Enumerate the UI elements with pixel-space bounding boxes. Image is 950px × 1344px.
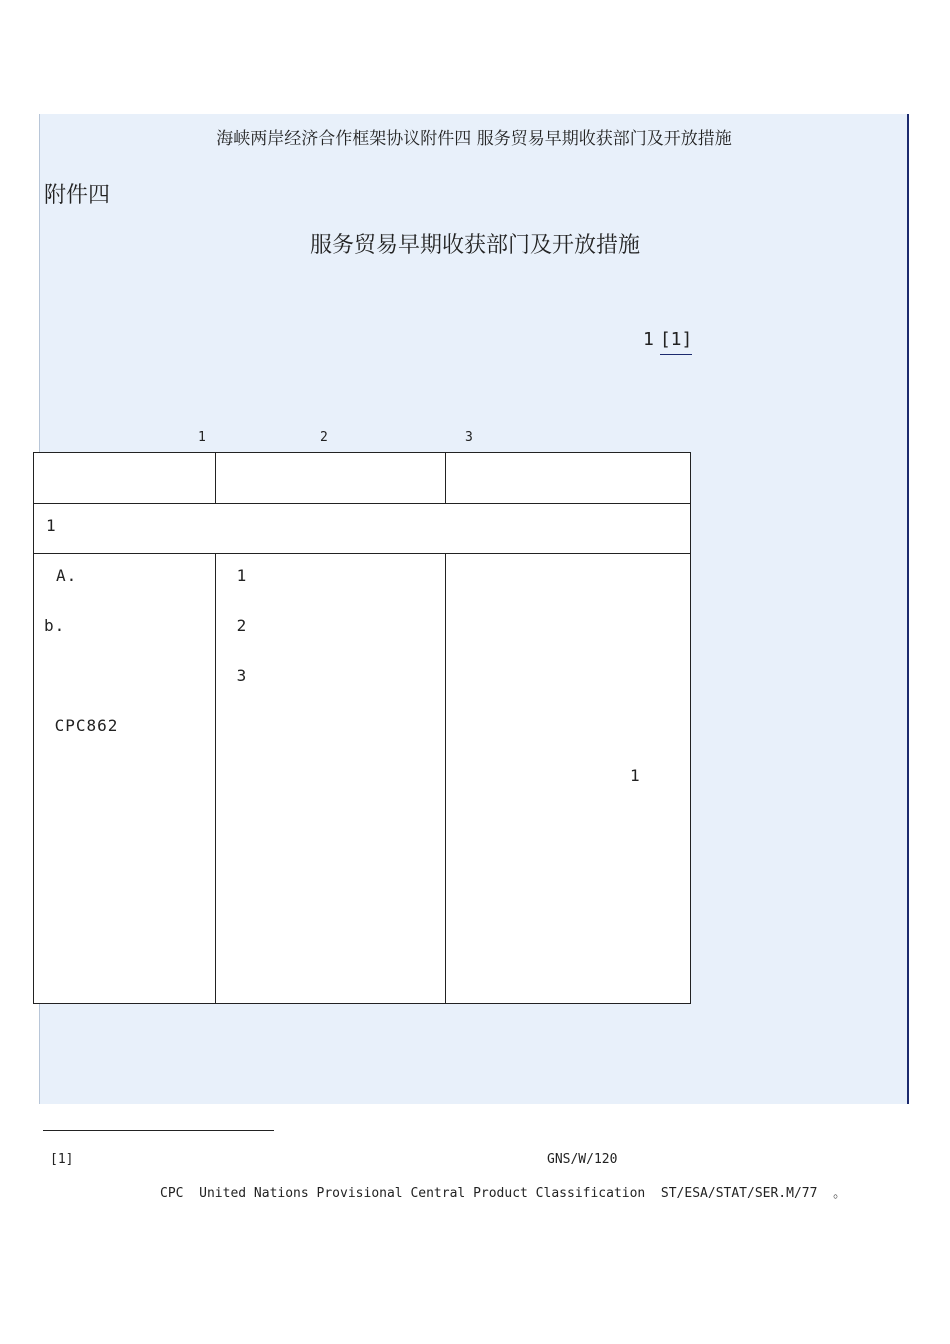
sector-line: b. — [44, 616, 66, 635]
footnote-link[interactable]: [1] — [660, 329, 693, 355]
footnote-ref-number: 1 — [643, 329, 654, 350]
section-row — [33, 503, 691, 554]
footnote-reference — [643, 329, 692, 350]
sector-line: A. — [56, 566, 78, 585]
measures-table — [33, 452, 691, 1004]
sector-cell — [33, 553, 216, 1004]
footnote-text: CPC United Nations Provisional Central Product Classification ST/ESA/STAT/SER.M/77 。 — [160, 1186, 847, 1201]
header-cell-restrictions — [215, 452, 446, 504]
measures-cell — [445, 553, 691, 1004]
running-header: 海峡两岸经济合作框架协议附件四 服务贸易早期收获部门及开放措施 — [216, 129, 732, 149]
restriction-line: 1 — [226, 566, 248, 585]
footnote-divider — [43, 1130, 274, 1131]
section-label: 1 — [46, 516, 57, 535]
restrictions-cell — [215, 553, 446, 1004]
annex-label: 附件四 — [44, 183, 111, 208]
footnote-marker: [1] — [50, 1152, 74, 1167]
header-cell-measures — [445, 452, 691, 504]
legend-item: 2 — [320, 430, 329, 445]
legend-item: 1 — [198, 430, 207, 445]
sector-line: CPC862 — [44, 716, 119, 735]
measure-trailing: 1 — [630, 766, 641, 785]
legend-item: 3 — [465, 430, 474, 445]
restriction-line: 3 — [226, 666, 248, 685]
header-cell-sector — [33, 452, 216, 504]
page-title: 服务贸易早期收获部门及开放措施 — [309, 233, 640, 258]
footnote-text: GNS/W/120 — [547, 1152, 618, 1167]
restriction-line: 2 — [226, 616, 248, 635]
